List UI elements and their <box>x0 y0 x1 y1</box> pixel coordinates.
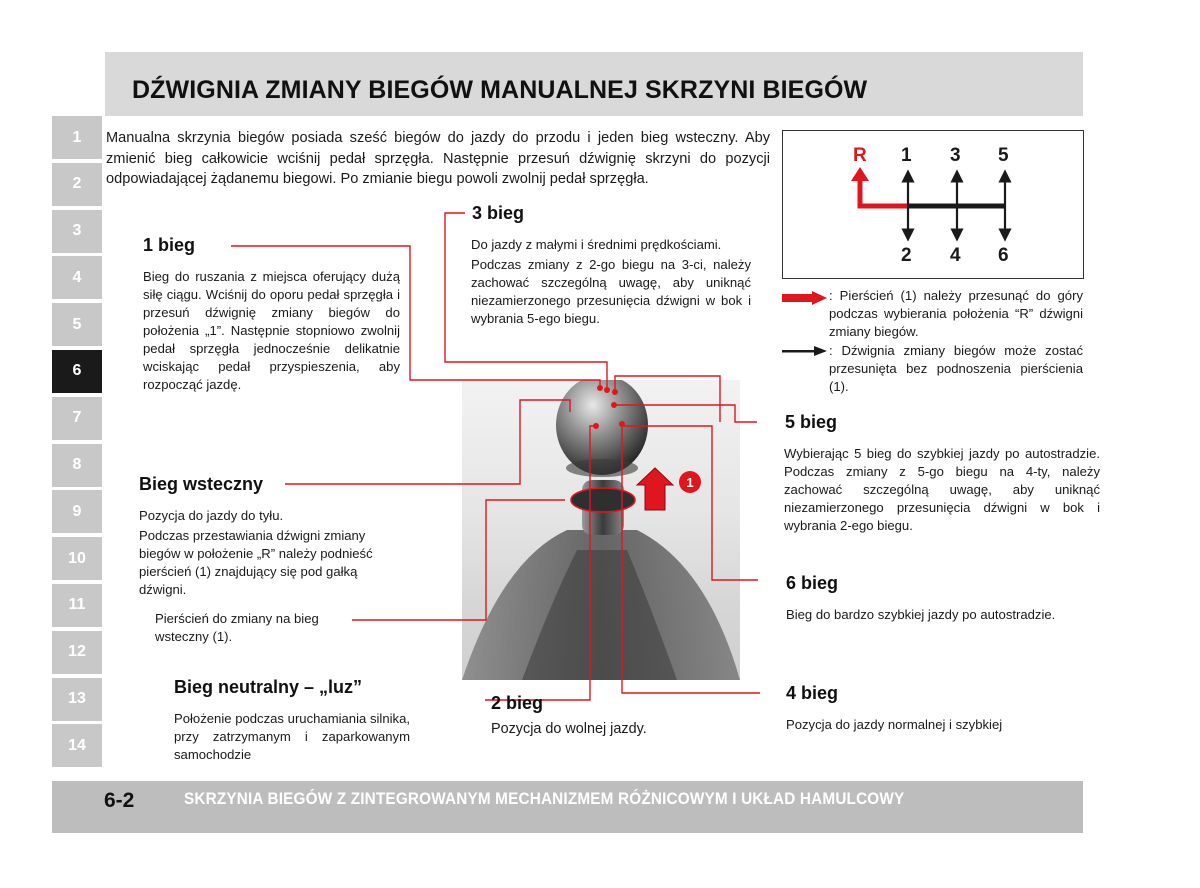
tab-1[interactable]: 1 <box>52 116 102 159</box>
bieg6-title: 6 bieg <box>786 573 839 593</box>
gear-label-5: 5 <box>998 145 1009 166</box>
tab-11[interactable]: 11 <box>52 584 102 627</box>
shift-pattern-svg <box>783 131 1083 278</box>
bieg1-text: Bieg do ruszania z miejsca oferujący dużą siłę ciągu. Wciśnij do oporu pedał sprzęgła i przesuń dźwignię zmiany biegów do położenia „1”. Następnie stopniowo zwolnij pedał sprzęgła jednocześnie delikatnie wciskając pedał przyspieszenia, aby rozpocząć jazdę. <box>143 269 400 392</box>
ring-badge-icon <box>679 471 701 493</box>
gear-label-2: 2 <box>901 245 912 266</box>
tab-9[interactable]: 9 <box>52 490 102 533</box>
tab-5[interactable]: 5 <box>52 303 102 346</box>
neutral-title: Bieg neutralny – „luz” <box>174 677 363 697</box>
red-arrow-icon <box>782 291 828 305</box>
tab-4[interactable]: 4 <box>52 256 102 299</box>
reverse-text2: Podczas przestawiania dźwigni zmiany biegów w położenie „R” należy podnieść pierścień (1) znajdujący się pod gałką dźwigni. <box>139 528 373 597</box>
bieg5-title: 5 bieg <box>785 412 838 432</box>
gear-label-4: 4 <box>950 245 961 266</box>
bieg4-text: Pozycja do jazdy normalnej i szybkiej <box>786 717 1003 732</box>
gear-label-3: 3 <box>950 145 961 166</box>
bieg4-title: 4 bieg <box>786 683 839 703</box>
tab-2[interactable]: 2 <box>52 163 102 206</box>
reverse-text1: Pozycja do jazdy do tyłu. <box>139 508 284 523</box>
tab-3[interactable]: 3 <box>52 210 102 253</box>
black-arrow-icon <box>782 345 828 357</box>
page-title: DŹWIGNIA ZMIANY BIEGÓW MANUALNEJ SKRZYNI BIEGÓW <box>132 76 868 104</box>
bieg1-title: 1 bieg <box>143 235 196 255</box>
gear-label-1: 1 <box>901 145 912 166</box>
reverse-title: Bieg wsteczny <box>139 474 264 494</box>
bieg5-text: Wybierając 5 bieg do szybkiej jazdy po autostradzie. Podczas zmiany z 5-go biegu na 4-ty, należy zachować szczególną uwagę, aby uniknąć niezamierzonego przesunięcia dźwigni w bok i wybrania 2-ego biegu. <box>784 446 1100 533</box>
tab-10[interactable]: 10 <box>52 537 102 580</box>
bieg2-text: Pozycja do wolnej jazdy. <box>491 721 647 737</box>
legend-red-text: : Pierścień (1) należy przesunąć do góry podczas wybierania położenia “R” dźwigni zmiany biegów. <box>829 288 1083 339</box>
tab-8[interactable]: 8 <box>52 444 102 487</box>
bieg2-title: 2 bieg <box>491 693 544 713</box>
ring-badge-label: 1 <box>686 474 694 490</box>
bieg3-text2: Podczas zmiany z 2-go biegu na 3-ci, należy zachować szczególną uwagę, aby uniknąć niezamierzonego przesunięcia dźwigni w bok i wybrania 5-ego biegu. <box>471 257 751 326</box>
bieg3-title: 3 bieg <box>472 203 525 223</box>
gear-label-6: 6 <box>998 245 1009 266</box>
tab-13[interactable]: 13 <box>52 678 102 721</box>
legend-black-text: : Dźwignia zmiany biegów może zostać przesunięta bez podnoszenia pierścienia (1). <box>829 343 1083 394</box>
bieg3-text1: Do jazdy z małymi i średnimi prędkościami. <box>471 237 722 252</box>
tab-6[interactable]: 6 <box>52 350 102 393</box>
gear-label-r: R <box>853 145 867 166</box>
footer-page-number: 6-2 <box>104 789 135 812</box>
neutral-text: Położenie podczas uruchamiania silnika, przy zatrzymanym i zaparkowanym samochodzie <box>174 711 410 762</box>
tab-14[interactable]: 14 <box>52 724 102 767</box>
footer-title: SKRZYNIA BIEGÓW Z ZINTEGROWANYM MECHANIZMEM RÓŻNICOWYM I UKŁAD HAMULCOWY <box>184 789 905 808</box>
bieg6-text: Bieg do bardzo szybkiej jazdy po autostradzie. <box>786 607 1056 622</box>
ring-text: Pierścień do zmiany na bieg wsteczny (1). <box>155 611 319 644</box>
intro-paragraph: Manualna skrzynia biegów posiada sześć biegów do jazdy do przodu i jeden bieg wsteczny. Aby zmienić bieg całkowicie wciśnij pedał sprzęgła. Następnie przesuń dźwignię skrzyni do pozycji odpowiadającej żądanemu biegowi. Po zmianie biegu powoli zwolnij pedał sprzęgła. <box>106 130 770 187</box>
tab-7[interactable]: 7 <box>52 397 102 440</box>
shift-pattern-diagram <box>782 130 1084 279</box>
tab-12[interactable]: 12 <box>52 631 102 674</box>
up-arrow-icon <box>637 468 673 510</box>
